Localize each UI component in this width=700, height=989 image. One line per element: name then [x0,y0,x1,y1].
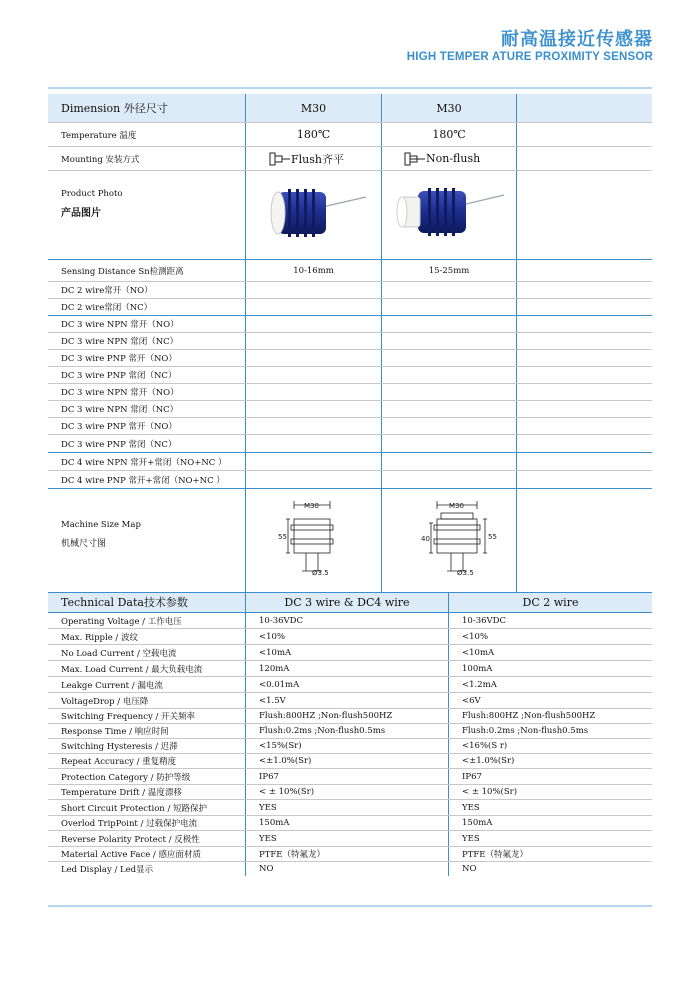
tech-row-value-2: 10-36VDC [462,615,506,626]
col2-title: M30 [436,101,462,115]
tech-header-col1: DC 3 wire & DC4 wire [284,595,410,609]
tech-row-value-2: YES [462,802,480,813]
row-line [48,628,652,629]
tech-row-label: Switching Frequency / 开关频率 [61,712,196,722]
dimension-label: Dimension 外径尺寸 [61,102,168,115]
tech-row-label: VoltageDrop / 电压降 [61,696,149,707]
sensing-value-1: 10-16mm [293,265,334,276]
col1-title: M30 [300,101,327,115]
tech-row-value-2: <1.2mA [462,679,497,690]
sensing-value-2: 15-25mm [428,265,470,276]
tech-row-value-1: NO [259,864,274,874]
product-photo-flush [262,179,368,251]
photo-label-en: Product Photo [61,189,123,199]
wiring-row-label: DC 3 wire PNP 常闭（NC） [61,371,177,381]
mounting-text-2: Non-flush [426,152,481,165]
tech-row-value-2: <±1.0%(Sr) [462,756,515,766]
wiring-row-label: DC 4 wire PNP 常开+常闭（NO+NC ） [61,475,225,486]
wiring-row-label: DC 3 wire PNP 常开（NO） [61,422,177,432]
tech-row-label: Repeat Accuracy / 重复精度 [61,757,177,767]
drawing2-bottom-dim: Ø3.5 [457,569,474,577]
tech-row-value-1: <0.01mA [259,679,300,690]
tech-row-label: Max. Load Current / 最大负载电流 [61,664,203,675]
flush-mount-icon [269,152,291,166]
tech-row-value-2: 150mA [462,818,493,828]
wiring-row-label: DC 2 wire常开（NO） [61,286,153,296]
tech-row-label: Operating Voltage / 工作电压 [61,616,182,627]
size-map-label-cn: 机械尺寸图 [61,538,107,549]
tech-row-value-2: 100mA [462,663,493,674]
tech-row-value-2: Flush:0.2ms ;Non-flush0.5ms [462,726,589,736]
tech-row-value-1: YES [259,802,277,813]
top-divider [48,87,652,89]
photo-label-cn: 产品图片 [61,207,101,219]
tech-row-value-1: IP67 [259,771,279,782]
temperature-value-2: 180℃ [432,128,466,141]
tech-row-value-2: IP67 [462,771,482,782]
drawing1-side-dim: 55 [278,533,287,541]
tech-row-label: Led Display / Led显示 [61,865,154,875]
tech-col-divider-2 [448,592,449,876]
dimension-drawing-non-flush [417,495,507,583]
mounting-label: Mounting 安装方式 [61,154,140,165]
spec-col-divider-2 [381,94,382,592]
tech-header-col2: DC 2 wire [522,595,579,609]
tech-row-value-1: Flush:800HZ ;Non-flush500HZ [259,711,393,721]
tech-row-value-1: <±1.0%(Sr) [259,756,312,766]
tech-row-value-1: <10mA [259,647,292,658]
tech-row-value-1: 120mA [259,663,290,674]
temperature-label: Temperature 温度 [61,130,137,141]
tech-row-label: Overlod TripPoint / 过载保护电流 [61,819,198,829]
drawing2-left-dim: 40 [421,535,430,543]
tech-row-value-2: NO [462,864,477,874]
tech-row-value-2: <6V [462,695,481,706]
tech-header-label: Technical Data技术参数 [61,596,188,609]
drawing1-top-dim: M30 [304,502,319,510]
wiring-row-label: DC 3 wire NPN 常闭（NC） [61,337,179,347]
wiring-row-label: DC 3 wire NPN 常开（NO） [61,320,179,330]
product-photo-non-flush [394,179,506,251]
drawing2-right-dim: 55 [488,533,497,541]
page-title-en: HIGH TEMPER ATURE PROXIMITY SENSOR [406,51,653,63]
mounting-value-2 [404,147,480,170]
temperature-value-1: 180℃ [296,128,331,141]
wiring-row-label: DC 2 wire常闭（NC） [61,303,153,313]
tech-row-label: Short Circuit Protection / 短路保护 [61,803,208,814]
tech-row-value-2: <10% [462,631,489,642]
tech-row-label: No Load Current / 空载电流 [61,648,177,659]
row-line [48,488,652,489]
page-title-cn: 耐高温接近传感器 [501,29,653,50]
tech-row-value-2: YES [462,833,480,844]
spec-col-divider-3 [516,94,517,592]
mounting-value-1 [269,147,344,170]
tech-row-value-1: Flush:0.2ms ;Non-flush0.5ms [259,726,386,736]
tech-row-value-1: <10% [259,631,286,642]
drawing1-bottom-dim: Ø3.5 [312,569,329,577]
tech-row-label: Leakge Current / 漏电流 [61,680,163,691]
tech-row-value-1: PTFE（特氟龙） [259,850,325,860]
tech-row-label: Reverse Polarity Protect / 反极性 [61,834,200,845]
tech-row-label: Temperature Drift / 温度漂移 [61,788,182,798]
tech-row-value-1: 10-36VDC [259,615,303,626]
tech-row-value-1: 150mA [259,818,290,828]
drawing2-top-dim: M30 [449,502,464,510]
tech-row-value-2: <10mA [462,647,495,658]
tech-row-label: Max. Ripple / 波纹 [61,632,138,643]
wiring-row-label: DC 4 wire NPN 常开+常闭（NO+NC ） [61,457,227,468]
tech-row-value-1: < ± 10%(Sr) [259,787,315,797]
tech-row-label: Material Active Face / 感应面材质 [61,850,202,860]
tech-row-label: Response Time / 响应时间 [61,727,169,737]
size-map-label-en: Machine Size Map [61,520,141,530]
tech-row-value-2: Flush:800HZ ;Non-flush500HZ [462,711,596,721]
row-line [48,170,652,171]
tech-col-divider-1 [245,592,246,876]
tech-row-label: Protection Category / 防护等级 [61,772,191,783]
dimension-drawing-flush [268,495,358,583]
tech-row-label: Switching Hysteresis / 迟滞 [61,742,178,752]
tech-row-value-2: PTFE（特氟龙） [462,850,528,860]
sensing-label: Sensing Distance Sn检测距离 [61,266,184,277]
tech-row-value-1: YES [259,833,277,844]
wiring-row-label: DC 3 wire NPN 常开（NO） [61,388,179,398]
tech-row-value-1: <15%(Sr) [259,741,302,751]
bottom-divider [48,905,652,907]
mounting-text-1: Flush齐平 [291,152,344,166]
tech-row-value-1: <1.5V [259,695,286,706]
spec-col-divider-1 [245,94,246,612]
tech-row-value-2: <16%(S r) [462,741,508,751]
tech-row-value-2: < ± 10%(Sr) [462,787,518,797]
page-header [407,30,653,64]
non-flush-mount-icon [404,152,426,166]
wiring-row-label: DC 3 wire NPN 常闭（NC） [61,405,179,415]
wiring-row-label: DC 3 wire PNP 常开（NO） [61,354,177,364]
wiring-row-label: DC 3 wire PNP 常闭（NC） [61,439,177,450]
